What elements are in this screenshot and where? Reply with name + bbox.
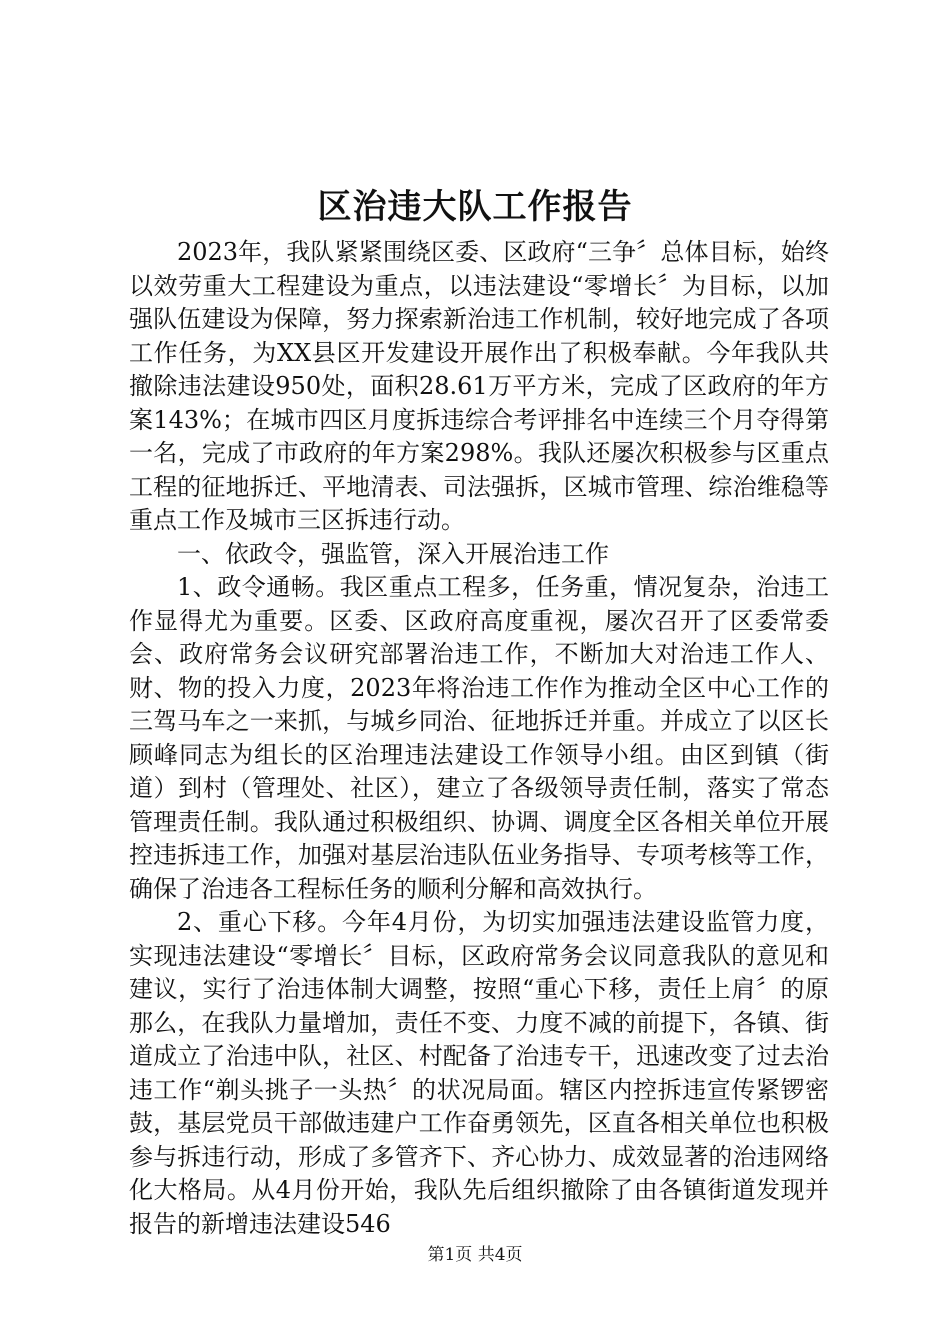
page-footer: 第1页 共4页 xyxy=(427,1245,523,1265)
document-body xyxy=(129,236,829,1241)
section-heading: 一、依政令，强监管，深入开展治违工作 xyxy=(177,539,609,568)
paragraph-section-1: 1、政令通畅。我区重点工程多，任务重，情况复杂，治违工作显得尤为重要。区委、区政府高度重视，屡次召开了区委常委会、政府常务会议研究部署治违工作，不断加大对治违工作人、财、物的投入力度，2023年将治违工作作为推动全区中心工作的三驾马车之一来抓，与城乡同治、征地拆迁并重。并成立了以区长顾峰同志为组长的区治理违法建设工作领导小组。由区到镇（街道）到村（管理处、社区），建立了各级领导责任制，落实了常态管理责任制。我队通过积极组织、协调、调度全区各相关单位开展控违拆违工作，加强对基层治违队伍业务指导、专项考核等工作，确保了治违各工程标任务的顺利分解和高效执行。 xyxy=(129,573,829,903)
paragraph-section-2: 2、重心下移。今年4月份，为切实加强违法建设监管力度，实现违法建设“零增长〞目标，区政府常务会议同意我队的意见和建议，实行了治违体制大调整，按照“重心下移，责任上肩〞的原那么，在我队力量增加，责任不变、力度不减的前提下，各镇、街道成立了治违中队，社区、村配备了治违专干，迅速改变了过去治违工作“剃头挑子一头热〞的状况局面。辖区内控拆违宣传紧锣密鼓，基层党员干部做违建户工作奋勇领先，区直各相关单位也积极参与拆违行动，形成了多管齐下、齐心协力、成效显著的治违网络化大格局。从4月份开始，我队先后组织撤除了由各镇街道发现并报告的新增违法建设546 xyxy=(129,908,829,1238)
paragraph-intro: 2023年，我队紧紧围绕区委、区政府“三争〞总体目标，始终以效劳重大工程建设为重点，以违法建设“零增长〞为目标，以加强队伍建设为保障，努力探索新治违工作机制，较好地完成了各项工作任务，为XX县区开发建设开展作出了积极奉献。今年我队共撤除违法建设950处，面积28.61万平方米，完成了区政府的年方案143%；在城市四区月度拆违综合考评排名中连续三个月夺得第一名，完成了市政府的年方案298%。我队还屡次积极参与区重点工程的征地拆迁、平地清表、司法强拆，区城市管理、综治维稳等重点工作及城市三区拆违行动。 xyxy=(129,238,829,534)
document-title: 区治违大队工作报告 xyxy=(317,187,633,227)
